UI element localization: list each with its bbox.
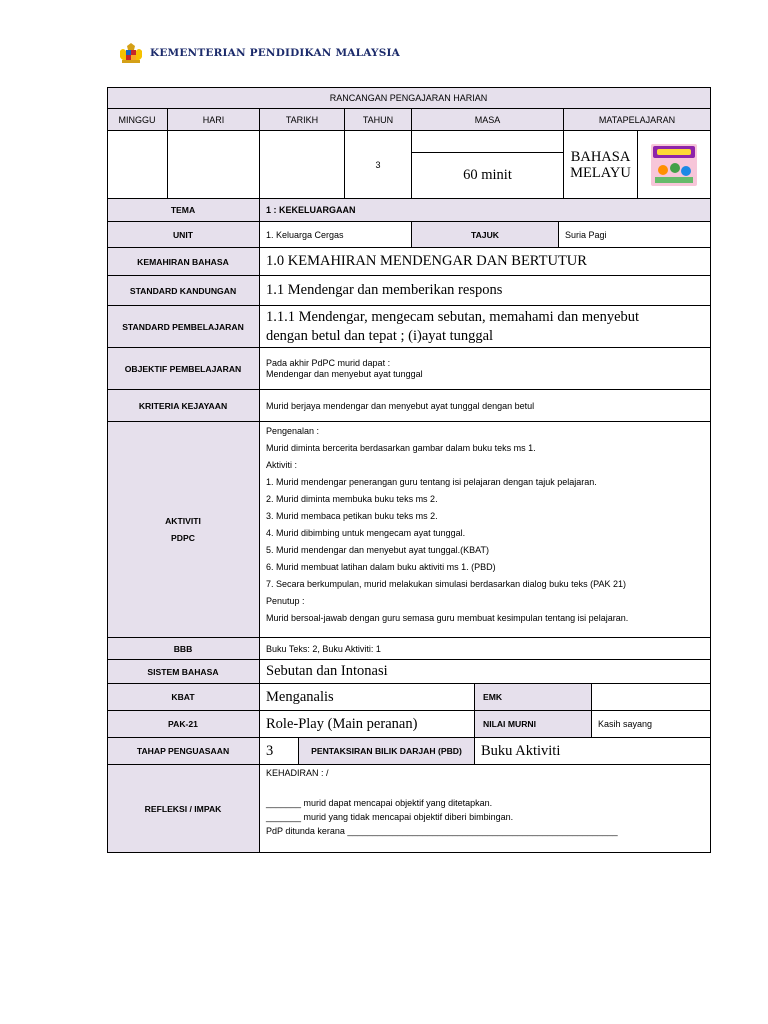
emk-value [592, 684, 711, 711]
standard-kandungan-value: 1.1 Mendengar dan memberikan respons [260, 276, 711, 306]
tahap-value: 3 [260, 738, 299, 765]
aktiviti-label-line2: PDPC [171, 532, 195, 543]
emk-label: EMK [475, 684, 592, 711]
malaysia-crest-icon [116, 41, 146, 65]
lesson-plan-table [107, 87, 711, 853]
aktiviti-content [260, 422, 711, 638]
minggu-value [107, 131, 168, 199]
standard-pembelajaran-value [260, 306, 711, 348]
ministry-name: KEMENTERIAN PENDIDIKAN MALAYSIA [150, 47, 400, 59]
aktiviti-line: 7. Secara berkumpulan, murid melakukan simulasi berdasarkan dialog buku teks (PAK 21) [266, 579, 627, 589]
kemahiran-label: KEMAHIRAN BAHASA [107, 248, 260, 276]
plan-title: RANCANGAN PENGAJARAN HARIAN [107, 87, 711, 109]
aktiviti-line: 1. Murid mendengar penerangan guru tentang isi pelajaran dengan tajuk pelajaran. [266, 477, 597, 487]
aktiviti-line: Penutup : [266, 596, 305, 606]
objektif-label: OBJEKTIF PEMBELAJARAN [107, 348, 260, 390]
pak21-value: Role-Play (Main peranan) [260, 711, 475, 738]
tahun-value: 3 [345, 131, 412, 199]
tema-value: 1 : KEKELUARGAAN [260, 199, 711, 222]
col-matapelajaran: MATAPELAJARAN [564, 109, 711, 131]
ministry-header [116, 40, 400, 66]
unit-label: UNIT [107, 222, 260, 248]
unit-value: 1. Keluarga Cergas [260, 222, 412, 248]
kbat-label: KBAT [107, 684, 260, 711]
nilai-murni-value: Kasih sayang [592, 711, 711, 738]
bbb-value: Buku Teks: 2, Buku Aktiviti: 1 [260, 638, 711, 660]
standard-pembelajaran-label: STANDARD PEMBELAJARAN [107, 306, 260, 348]
masa-top-blank [412, 131, 564, 153]
aktiviti-line: Pengenalan : [266, 426, 320, 436]
sistem-bahasa-value: Sebutan dan Intonasi [260, 660, 711, 684]
refleksi-line2: _______ murid yang tidak mencapai objektif diberi bimbingan. [266, 812, 514, 822]
kbat-value: Menganalis [260, 684, 475, 711]
standard-pembelajaran-line2: dengan betul dan tepat ; (i)ayat tunggal [266, 327, 494, 344]
matapelajaran-value: BAHASA MELAYU [564, 131, 638, 199]
col-hari: HARI [168, 109, 260, 131]
book-cover-image [651, 144, 697, 186]
col-tahun: TAHUN [345, 109, 412, 131]
col-tarikh: TARIKH [260, 109, 345, 131]
aktiviti-line: Murid bersoal-jawab dengan guru semasa guru membuat kesimpulan tentang isi pelajaran. [266, 613, 629, 623]
tahap-label: TAHAP PENGUASAAN [107, 738, 260, 765]
tarikh-value [260, 131, 345, 199]
masa-value: 60 minit [412, 153, 564, 199]
standard-pembelajaran-line1: 1.1.1 Mendengar, mengecam sebutan, memahami dan menyebut [266, 308, 640, 325]
kemahiran-value: 1.0 KEMAHIRAN MENDENGAR DAN BERTUTUR [260, 248, 711, 276]
objektif-line2: Mendengar dan menyebut ayat tunggal [266, 368, 423, 379]
kriteria-label: KRITERIA KEJAYAAN [107, 390, 260, 422]
kehadiran-text: KEHADIRAN : / [266, 768, 329, 778]
aktiviti-line: 2. Murid diminta membuka buku teks ms 2. [266, 494, 438, 504]
col-masa: MASA [412, 109, 564, 131]
pbd-value: Buku Aktiviti [475, 738, 711, 765]
col-minggu: MINGGU [107, 109, 168, 131]
standard-kandungan-label: STANDARD KANDUNGAN [107, 276, 260, 306]
aktiviti-line: 4. Murid dibimbing untuk mengecam ayat tunggal. [266, 528, 466, 538]
hari-value [168, 131, 260, 199]
refleksi-content [260, 765, 711, 853]
aktiviti-line: 5. Murid mendengar dan menyebut ayat tunggal.(KBAT) [266, 545, 489, 555]
refleksi-line1: _______ murid dapat mencapai objektif yang ditetapkan. [266, 798, 493, 808]
objektif-line1: Pada akhir PdPC murid dapat : [266, 357, 391, 368]
book-cover-cell [638, 131, 711, 199]
sistem-bahasa-label: SISTEM BAHASA [107, 660, 260, 684]
pbd-label: PENTAKSIRAN BILIK DARJAH (PBD) [299, 738, 475, 765]
aktiviti-line: Murid diminta bercerita berdasarkan gambar dalam buku teks ms 1. [266, 443, 536, 453]
aktiviti-line: 3. Murid membaca petikan buku teks ms 2. [266, 511, 438, 521]
aktiviti-line: 6. Murid membuat latihan dalam buku aktiviti ms 1. (PBD) [266, 562, 496, 572]
aktiviti-line: Aktiviti : [266, 460, 298, 470]
refleksi-line3: PdP ditunda kerana ______________________________________________________ [266, 826, 618, 836]
kriteria-value: Murid berjaya mendengar dan menyebut ayat tunggal dengan betul [260, 390, 711, 422]
aktiviti-label-line1: AKTIVITI [165, 515, 201, 526]
nilai-murni-label: NILAI MURNI [475, 711, 592, 738]
refleksi-label: REFLEKSI / IMPAK [107, 765, 260, 853]
objektif-value [260, 348, 711, 390]
bbb-label: BBB [107, 638, 260, 660]
tajuk-label: TAJUK [412, 222, 559, 248]
tema-label: TEMA [107, 199, 260, 222]
pak21-label: PAK-21 [107, 711, 260, 738]
tajuk-value: Suria Pagi [559, 222, 711, 248]
aktiviti-label [107, 422, 260, 638]
